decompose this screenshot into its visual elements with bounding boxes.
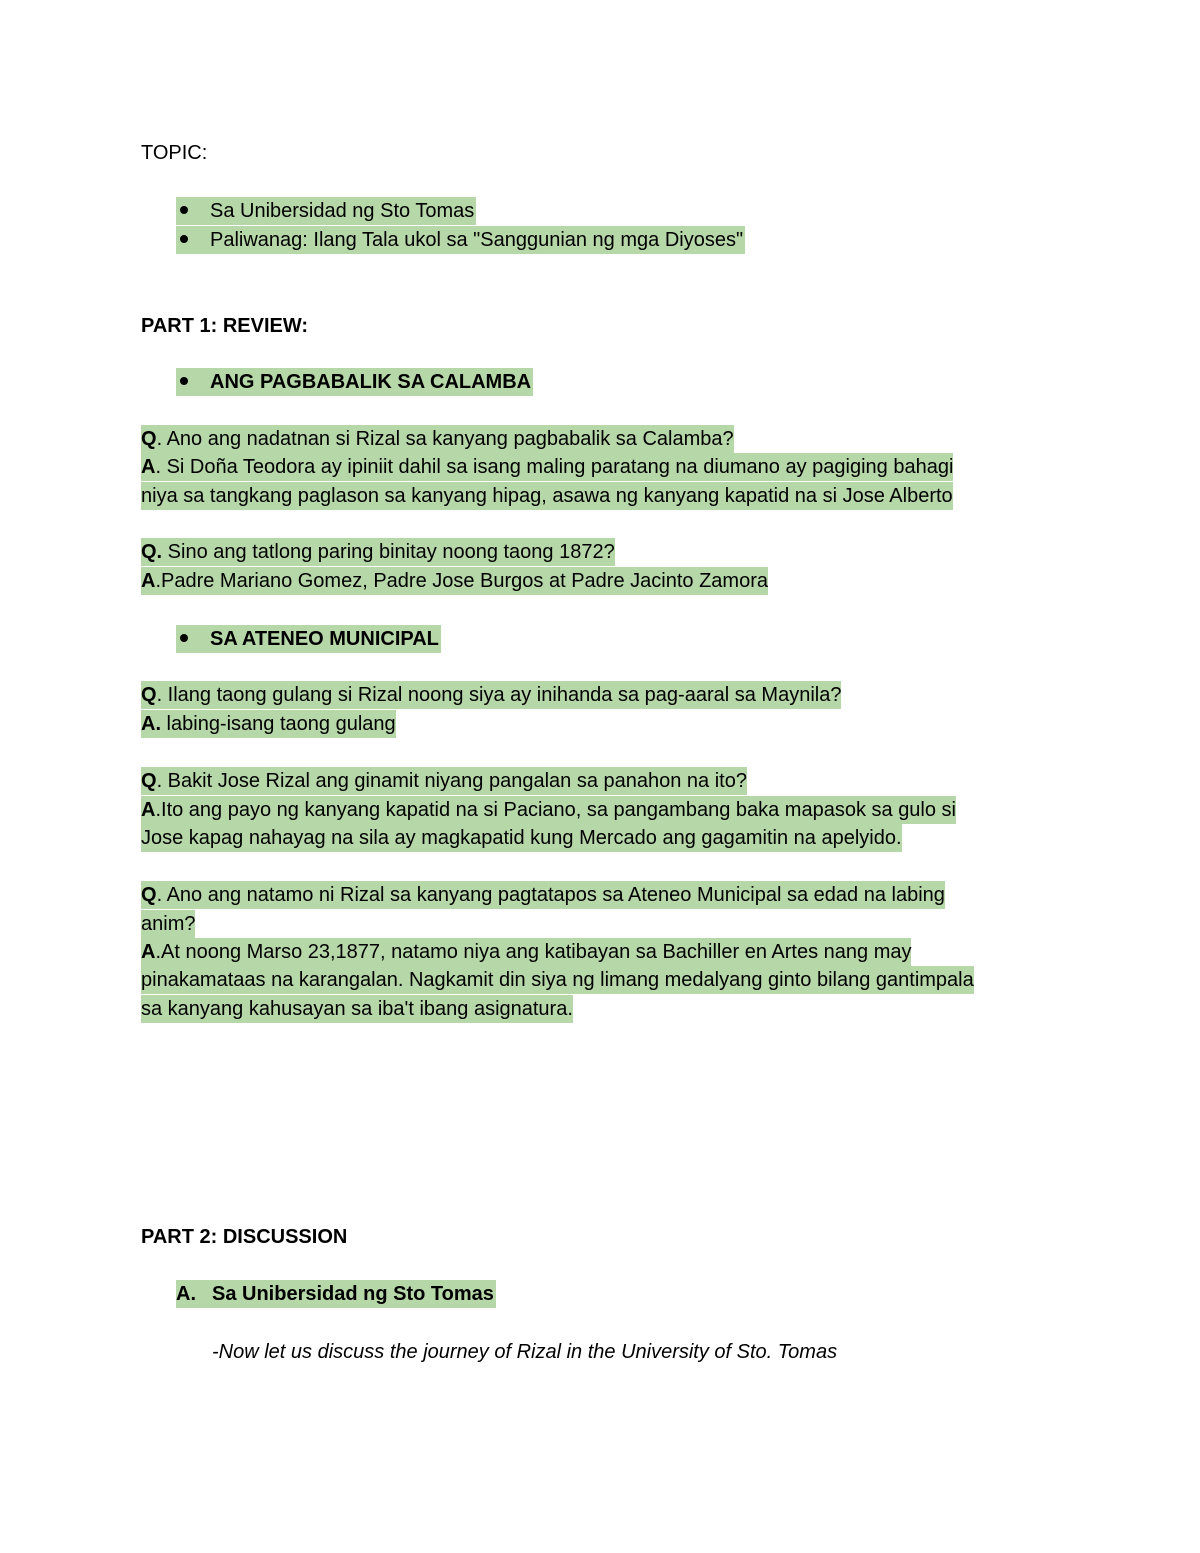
answer-continuation: Jose kapag nahayag na sila ay magkapatid kung Mercado ang gagamitin na apelyido. bbox=[141, 824, 902, 852]
answer-continuation: pinakamataas na karangalan. Nagkamit din siya ng limang medalyang ginto bilang gantimpala bbox=[141, 966, 974, 994]
question-text: . Ilang taong gulang si Rizal noong siya ay inihanda sa pag-aaral sa Maynila? bbox=[156, 684, 842, 706]
answer bbox=[141, 938, 911, 966]
question bbox=[141, 881, 945, 909]
question-text: . Ano ang nadatnan si Rizal sa kanyang pagbabalik sa Calamba? bbox=[156, 428, 734, 450]
bullet-icon bbox=[180, 377, 188, 385]
answer-continuation: niya sa tangkang paglason sa kanyang hipag, asawa ng kanyang kapatid na si Jose Alberto bbox=[141, 482, 953, 510]
question bbox=[141, 538, 615, 566]
discussion-note: -Now let us discuss the journey of Rizal in the University of Sto. Tomas bbox=[212, 1341, 838, 1363]
answer bbox=[141, 710, 396, 738]
question-continuation: anim? bbox=[141, 910, 195, 938]
answer-marker: A bbox=[141, 799, 156, 821]
question-marker: Q bbox=[141, 684, 157, 706]
section-title bbox=[176, 625, 441, 653]
answer-marker: A bbox=[141, 570, 156, 592]
section-marker: A. bbox=[176, 1283, 196, 1305]
answer-continuation: sa kanyang kahusayan sa iba't ibang asignatura. bbox=[141, 995, 573, 1023]
answer-marker: A bbox=[141, 456, 156, 478]
topic-item bbox=[176, 226, 745, 254]
answer bbox=[141, 567, 768, 595]
answer-text: .Padre Mariano Gomez, Padre Jose Burgos at Padre Jacinto Zamora bbox=[155, 570, 768, 592]
answer-marker: A bbox=[141, 941, 156, 963]
part2-heading: PART 2: DISCUSSION bbox=[141, 1226, 348, 1248]
answer bbox=[141, 453, 953, 481]
answer bbox=[141, 796, 956, 824]
question bbox=[141, 425, 734, 453]
topic-item-text: Sa Unibersidad ng Sto Tomas bbox=[210, 200, 475, 222]
question-marker: Q bbox=[141, 884, 157, 906]
answer-text: .Ito ang payo ng kanyang kapatid na si Paciano, sa pangambang baka mapasok sa gulo si bbox=[155, 799, 956, 821]
bullet-icon bbox=[180, 206, 188, 214]
part1-heading: PART 1: REVIEW: bbox=[141, 315, 309, 337]
answer-text: labing-isang taong gulang bbox=[161, 713, 396, 735]
section-title bbox=[176, 1280, 496, 1308]
topic-item bbox=[176, 197, 476, 225]
section-title bbox=[176, 368, 533, 396]
section-title-text: Sa Unibersidad ng Sto Tomas bbox=[212, 1283, 494, 1305]
answer-text: .At noong Marso 23,1877, natamo niya ang katibayan sa Bachiller en Artes nang may bbox=[155, 941, 912, 963]
answer-marker: A. bbox=[141, 713, 161, 735]
question bbox=[141, 681, 841, 709]
question-text: . Bakit Jose Rizal ang ginamit niyang pangalan sa panahon na ito? bbox=[156, 770, 747, 792]
question-marker: Q bbox=[141, 428, 157, 450]
bullet-icon bbox=[180, 634, 188, 642]
topic-item-text: Paliwanag: Ilang Tala ukol sa "Sanggunian ng mga Diyoses" bbox=[210, 229, 744, 251]
bullet-icon bbox=[180, 235, 188, 243]
section-title-text: SA ATENEO MUNICIPAL bbox=[210, 628, 439, 650]
section-title-text: ANG PAGBABALIK SA CALAMBA bbox=[210, 371, 532, 393]
question-marker: Q bbox=[141, 770, 157, 792]
topic-label: TOPIC: bbox=[141, 142, 208, 164]
question-text: . Ano ang natamo ni Rizal sa kanyang pagtatapos sa Ateneo Municipal sa edad na labing bbox=[156, 884, 945, 906]
question-marker: Q. bbox=[141, 541, 163, 563]
question-text: Sino ang tatlong paring binitay noong taong 1872? bbox=[162, 541, 615, 563]
question bbox=[141, 767, 747, 795]
answer-text: . Si Doña Teodora ay ipiniit dahil sa isang maling paratang na diumano ay pagiging bahagi bbox=[155, 456, 954, 478]
